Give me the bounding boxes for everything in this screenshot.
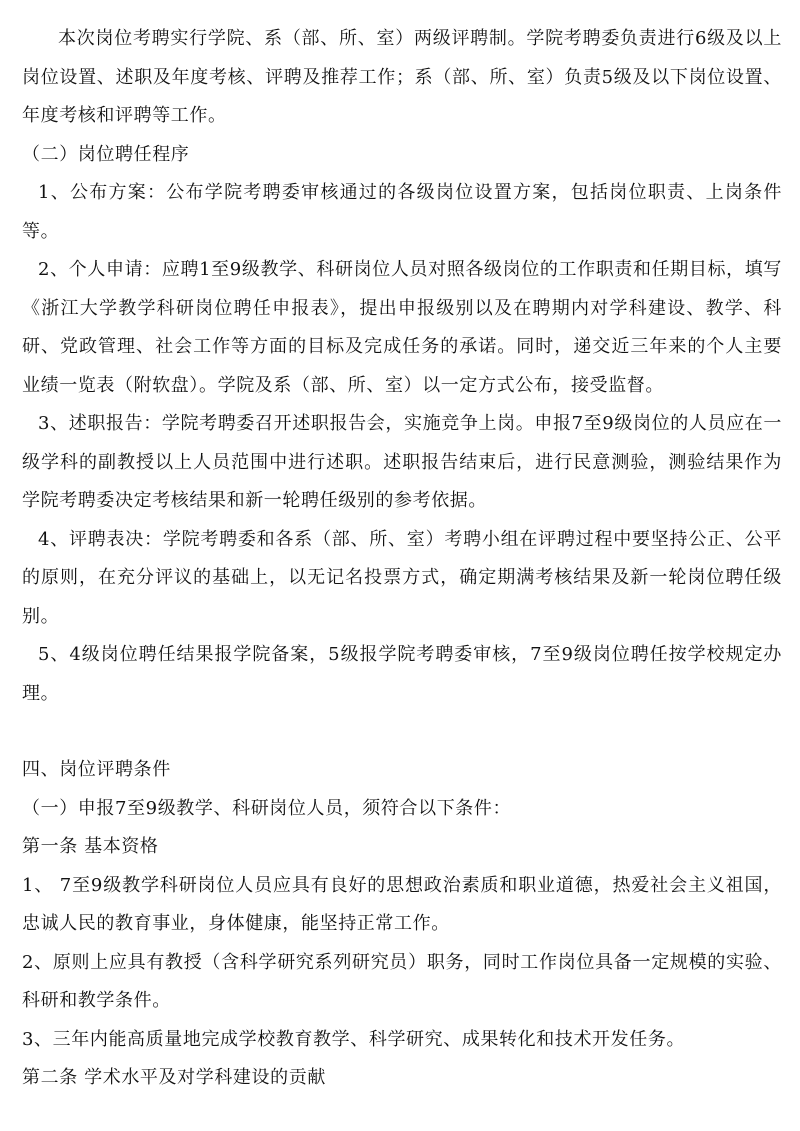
article-one-item-2: 2、原则上应具有教授（含科学研究系列研究员）职务，同时工作岗位具备一定规模的实验、科研和教学条件。 — [22, 951, 782, 1011]
program-item-3: 3、述职报告：学院考聘委召开述职报告会，实施竞争上岗。申报7至9级岗位的人员应在一级学科的副教授以上人员范围中进行述职。述职报告结束后，进行民意测验，测验结果作为学院考聘委决定考核结果和新一轮聘任级别的参考依据。 — [22, 413, 782, 511]
section-program-title: （二）岗位聘任程序 — [22, 143, 190, 165]
program-item-5: 5、4级岗位聘任结果报学院备案，5级报学院考聘委审核，7至9级岗位聘任按学校规定办理。 — [22, 644, 782, 704]
document-page — [22, 20, 782, 1098]
intro-paragraph: 本次岗位考聘实行学院、系（部、所、室）两级评聘制。学院考聘委负责进行6级及以上岗位设置、述职及年度考核、评聘及推荐工作；系（部、所、室）负责5级及以下岗位设置、年度考核和评聘等工作。 — [22, 28, 782, 126]
program-item-4: 4、评聘表决：学院考聘委和各系（部、所、室）考聘小组在评聘过程中要坚持公正、公平的原则，在充分评议的基础上，以无记名投票方式，确定期满考核结果及新一轮岗位聘任级别。 — [22, 528, 782, 627]
subsection-one-title: （一）申报7至9级教学、科研岗位人员，须符合以下条件： — [22, 797, 512, 819]
blank-line — [22, 713, 782, 751]
program-item-2: 2、个人申请：应聘1至9级教学、科研岗位人员对照各级岗位的工作职责和任期目标，填写《浙江大学教学科研岗位聘任申报表》，提出申报级别以及在聘期内对学科建设、教学、科研、党政管理、社会工作等方面的目标及完成任务的承诺。同时，递交近三年来的个人主要业绩一览表（附软盘）。学院及系（部、所、室）以一定方式公布，接受监督。 — [22, 259, 782, 396]
article-one-title: 第一条 基本资格 — [22, 836, 159, 857]
program-item-1: 1、公布方案：公布学院考聘委审核通过的各级岗位设置方案，包括岗位职责、上岗条件等。 — [22, 182, 782, 242]
article-one-item-3: 3、三年内能高质量地完成学校教育教学、科学研究、成果转化和技术开发任务。 — [22, 1028, 686, 1050]
article-two-title: 第二条 学术水平及对学科建设的贡献 — [22, 1067, 326, 1088]
section-four-title: 四、岗位评聘条件 — [22, 759, 171, 780]
article-one-item-1: 1、 7至9级教学科研岗位人员应具有良好的思想政治素质和职业道德，热爱社会主义祖国，忠诚人民的教育事业，身体健康，能坚持正常工作。 — [22, 874, 782, 934]
